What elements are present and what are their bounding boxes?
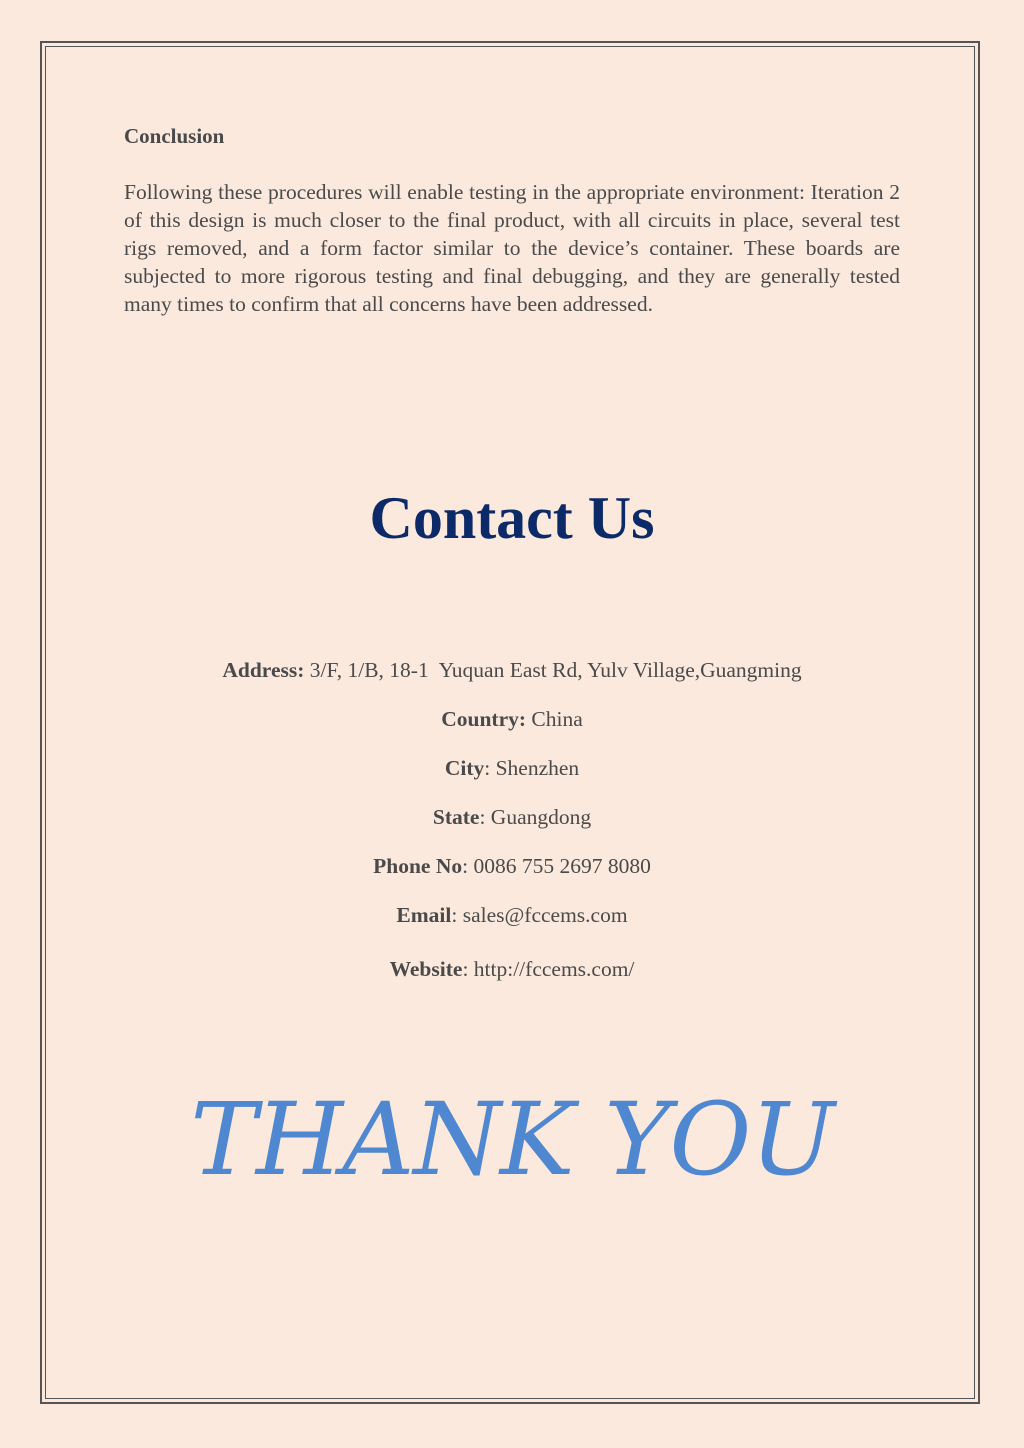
phone-label: Phone No	[373, 854, 463, 878]
state-label: State	[432, 805, 480, 829]
city-label: City	[444, 756, 485, 780]
state-value: : Guangdong	[479, 805, 592, 829]
phone-value: : 0086 755 2697 8080	[462, 854, 651, 878]
state-line	[0, 803, 1024, 831]
conclusion-heading: Conclusion	[124, 124, 225, 148]
thank-you-text: THANK YOU	[190, 1081, 834, 1198]
country-label: Country:	[441, 707, 527, 731]
website-link[interactable]: : http://fccems.com/	[462, 957, 635, 981]
contact-us-title: Contact Us	[369, 485, 655, 551]
country-line	[0, 705, 1024, 733]
address-line	[0, 656, 1024, 684]
city-line	[0, 754, 1024, 782]
city-value: : Shenzhen	[484, 756, 580, 780]
website-line	[0, 955, 1024, 983]
address-value: 3/F, 1/B, 18-1 Yuquan East Rd, Yulv Village,Guangming	[304, 658, 802, 682]
conclusion-paragraph: Following these procedures will enable testing in the appropriate environment: Iteration 2 of this design is much closer to the final product, with all circuits in place, several test rigs removed, and a form factor similar to the device’s container. These boards are subjected to more rigorous testing and final debugging, and they are generally tested many times to confirm that all concerns have been addressed.	[124, 180, 900, 316]
phone-line	[0, 852, 1024, 880]
website-label: Website	[389, 957, 463, 981]
email-link[interactable]: : sales@fccems.com	[451, 903, 628, 927]
address-label: Address:	[222, 658, 305, 682]
email-line	[0, 901, 1024, 929]
country-value: China	[526, 707, 583, 731]
email-label: Email	[396, 903, 452, 927]
